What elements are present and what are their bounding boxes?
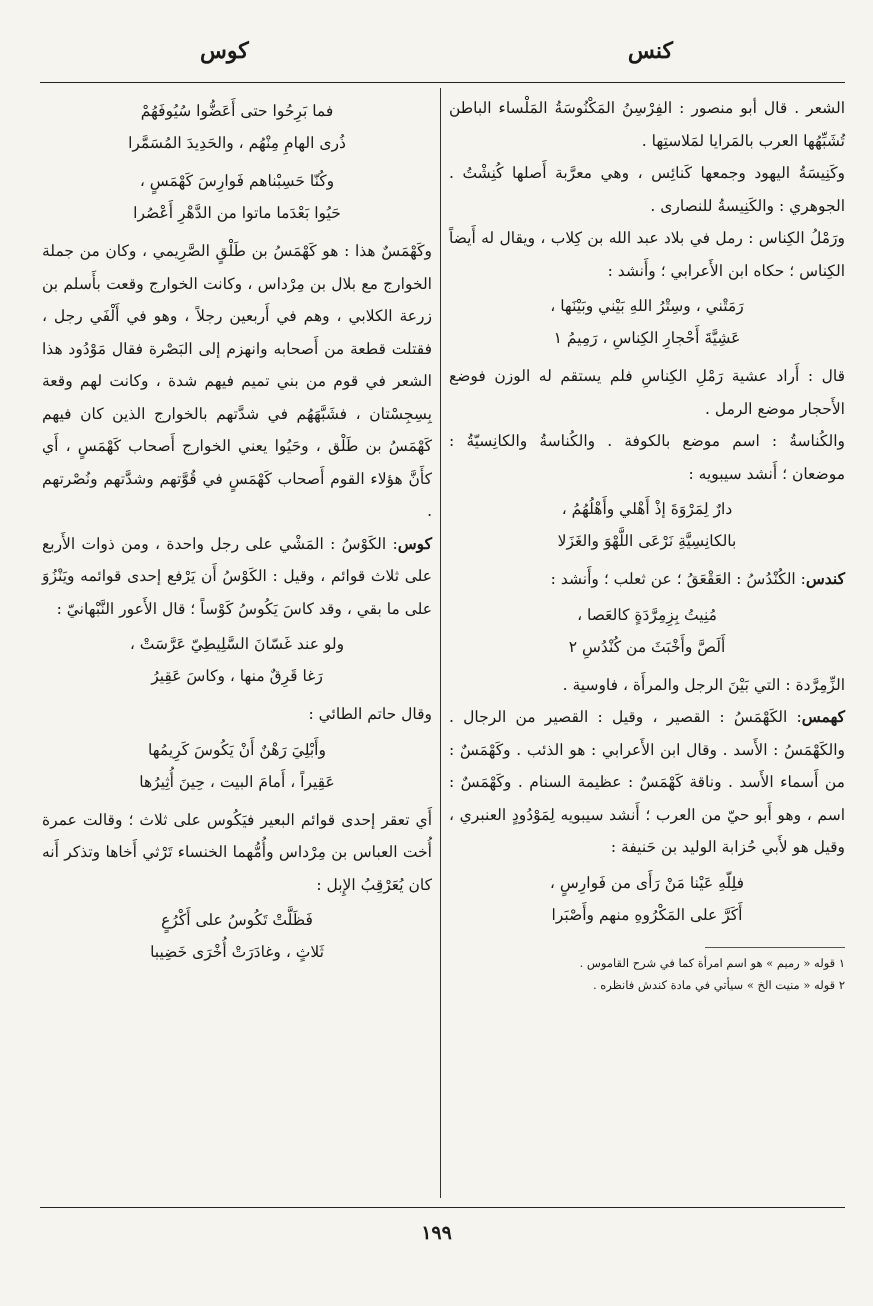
verse-line: رَغا قَرِقٌ منها ، وكاسَ عَقِيرُ xyxy=(151,667,323,685)
verse-line: أَلَصَّ وأَخْبَثَ من كُنْدُسِ ٢ xyxy=(568,637,726,656)
verse-line: ثَلاثٍ ، وغادَرَتْ أُخْرَى خَضِيبا xyxy=(150,943,324,961)
paragraph: ورَمْلُ الكِناس : رمل في بلاد عبد الله بن كِلاب ، ويقال له أَيضاً الكِناس ؛ حكاه ابن الأَعرابي ؛ وأَنشد : xyxy=(449,229,845,280)
left-column xyxy=(42,92,432,974)
verse xyxy=(449,493,845,557)
footer-rule xyxy=(40,1207,845,1208)
page-number: ١٩٩ xyxy=(421,1222,452,1244)
verse xyxy=(449,599,845,663)
verse xyxy=(42,904,432,968)
verse-line: فما بَرِحُوا حتى أَعَضُّوا سُيُوفَهُمْ xyxy=(140,102,334,120)
verse-line: دارٌ لِمَرْوَةَ إذْ أَهْلي وأَهْلُهُمُ ، xyxy=(561,500,733,518)
paragraph: وقال حاتم الطائي : xyxy=(308,705,432,723)
entry-text: : الكَهْمَسُ : القصير ، وقيل : القصير من الرجال . والكَهْمَسُ : الأَسد . وقال ابن الأَعرابي : هو الذئب . وكَهْمَسٌ : من أَسماء الأَسد . وناقة كَهْمَسٌ : عظيمة السنام . وكَهْمَسٌ : اسم ، وهو أَبو حيّ من العرب ؛ أَنشد سيبويه لِمَوْدُودٍ العنبري ، وقيل هو لأَبي حُزابة الوليد بن حَنيفة : xyxy=(449,708,845,856)
verse-line: عَشِيَّةَ أَحْجارِ الكِناسِ ، رَمِيمُ ١ xyxy=(553,329,741,347)
paragraph: وكَهْمَسٌ هذا : هو كَهْمَسُ بن طَلْقٍ الصَّرِيمي ، وكان من جملة الخوارج مع بلال بن مِرْداس ، وكانت الخوارج وقعت بأَسلم بن زرعة الكلابي ، وهم في أَربعين رجلاً ، وهو في أَلْفَي رجل ، فقتلت قطعة من أَصحابه وانهزم إلى البَصْرة فقال مَوْدُود هذا الشعر في قوم من بني تميم فيهم شدة ، وكانت لهم وقعة بِسِجِسْتان ، فشَبَّهَهُم في شدَّتهم بالخوارج الذين كان فيهم كَهْمَسُ بن طَلْق ، وحَيُوا يعني الخوارج أَصحاب كَهْمَسٍ ، أَي كأَنَّ هؤلاء القوم أَصحاب كَهْمَسٍ في قُوَّتهم وشدَّتهم ونُصْرتهم . xyxy=(42,242,432,520)
right-column xyxy=(449,92,845,996)
verse-line: بالكانِسِيَّةِ نَرْعَى اللَّهْوَ والغَزَلا xyxy=(557,532,737,550)
entry-kndus xyxy=(449,563,845,596)
footnotes xyxy=(449,952,845,996)
verse-line: فلِلّهِ عَيْنا مَنْ رَأَى من فَوارِسٍ ، xyxy=(549,873,745,892)
headword: كوس xyxy=(397,533,432,553)
paragraph: وكَنِيسَةُ اليهود وجمعها كَنائِس ، وهي معرَّبة أَصلها كُنِشْتُ . الجوهري : والكَنِيسةُ للنصارى . xyxy=(449,164,845,215)
verse-line: وكُنّا حَسِبْناهم فَوارِسَ كَهْمَسٍ ، xyxy=(139,172,335,190)
paragraph: الشعر . قال أبو منصور : الفِرْسِنُ المَكْنُوسَةُ المَلْساء الباطن تُشَبِّهُها العرب بالمَرايا لمَلاستِها . xyxy=(449,99,845,150)
entry-text: : الكُنْدُسُ : العَقْعَقُ ؛ عن ثعلب ؛ وأَنشد : xyxy=(550,570,806,588)
verse-line: مُنِيتُ بِزِمِرَّدَةٍ كالعَصا ، xyxy=(577,605,717,624)
entry-text: : الكَوْسُ : المَشْي على رجل واحدة ، ومن ذوات الأَربع على ثلاث قوائم ، وقيل : الكَوْسُ أَن يَرْفع إحدى قوائمه ويَنْزُوَ على ما بقي ، وقد كاسَ يَكُوسُ كَوْساً ؛ قال الأَعور النَّبْهانيّ : xyxy=(42,534,432,618)
entry-kahmas xyxy=(449,701,845,864)
verse xyxy=(449,290,845,354)
footnote-rule xyxy=(705,947,845,948)
verse xyxy=(42,734,432,798)
verse-line: أَكَرَّ على المَكْرُوهِ منهم وأَصْبَرا xyxy=(551,905,743,924)
verse xyxy=(42,165,432,229)
verse-line: رَمَتْني ، وسِتْرُ اللهِ بَيْني وبَيْنَها ، xyxy=(550,297,744,315)
paragraph: الزِّمِرَّدة : التي بَيْنَ الرجل والمرأَة ، فاوسية . xyxy=(562,675,845,694)
verse-line: حَيُوا بَعْدَما ماتوا من الدَّهْرِ أَعْصُرا xyxy=(133,204,341,222)
header-right-word: كنس xyxy=(627,38,673,64)
verse xyxy=(42,628,432,692)
verse-line: فَظَلَّتْ تَكُوسُ على أَكْرُعٍ xyxy=(161,911,313,929)
page-header xyxy=(0,38,873,78)
footnote: ٢ قوله « منيت الخ » سيأتي في مادة كندش فانظره . xyxy=(592,977,845,992)
verse-line: ذُرى الهامِ مِنْهُم ، والحَدِيدَ المُسَمَّرا xyxy=(128,134,346,152)
paragraph: قال : أَراد عشية رَمْلِ الكِناسِ فلم يستقم له الوزن فوضع الأَحجار موضع الرمل . xyxy=(449,367,845,418)
verse xyxy=(42,95,432,159)
entry-kaws xyxy=(42,528,432,626)
paragraph: أَي تعقر إحدى قوائم البعير فيَكُوس على ثلاث ؛ وقالت عمرة أُخت العباس بن مِرْداس وأُمُّهما الخنساء تَرْثي أَخاها وتذكر أَنه كان يُعَرْقِبُ الإِبل : xyxy=(42,810,432,894)
verse-line: عَقِيراً ، أَمامَ البيت ، حِينَ أُثِيرُها xyxy=(139,772,335,791)
headword: كهمس xyxy=(801,707,845,726)
paragraph: والكُناسةُ : اسم موضع بالكوفة . والكُناسةُ والكانِسيّةُ : موضعان ؛ أَنشد سيبويه : xyxy=(449,432,845,483)
verse xyxy=(449,867,845,931)
footnote: ١ قوله « رميم » هو اسم امرأة كما في شرح القاموس . xyxy=(579,955,845,970)
header-left-word: كوس xyxy=(200,38,249,64)
verse-line: ولو عند غَسّانَ السَّلِيطِيّ عَرَّسَتْ ، xyxy=(129,635,345,653)
header-rule xyxy=(40,82,845,83)
headword: كندس xyxy=(805,569,845,588)
verse-line: وأَبْلِيَ رَهْنٌ أَنْ يَكُوسَ كَرِيمُها xyxy=(148,740,326,759)
column-divider xyxy=(440,88,441,1198)
